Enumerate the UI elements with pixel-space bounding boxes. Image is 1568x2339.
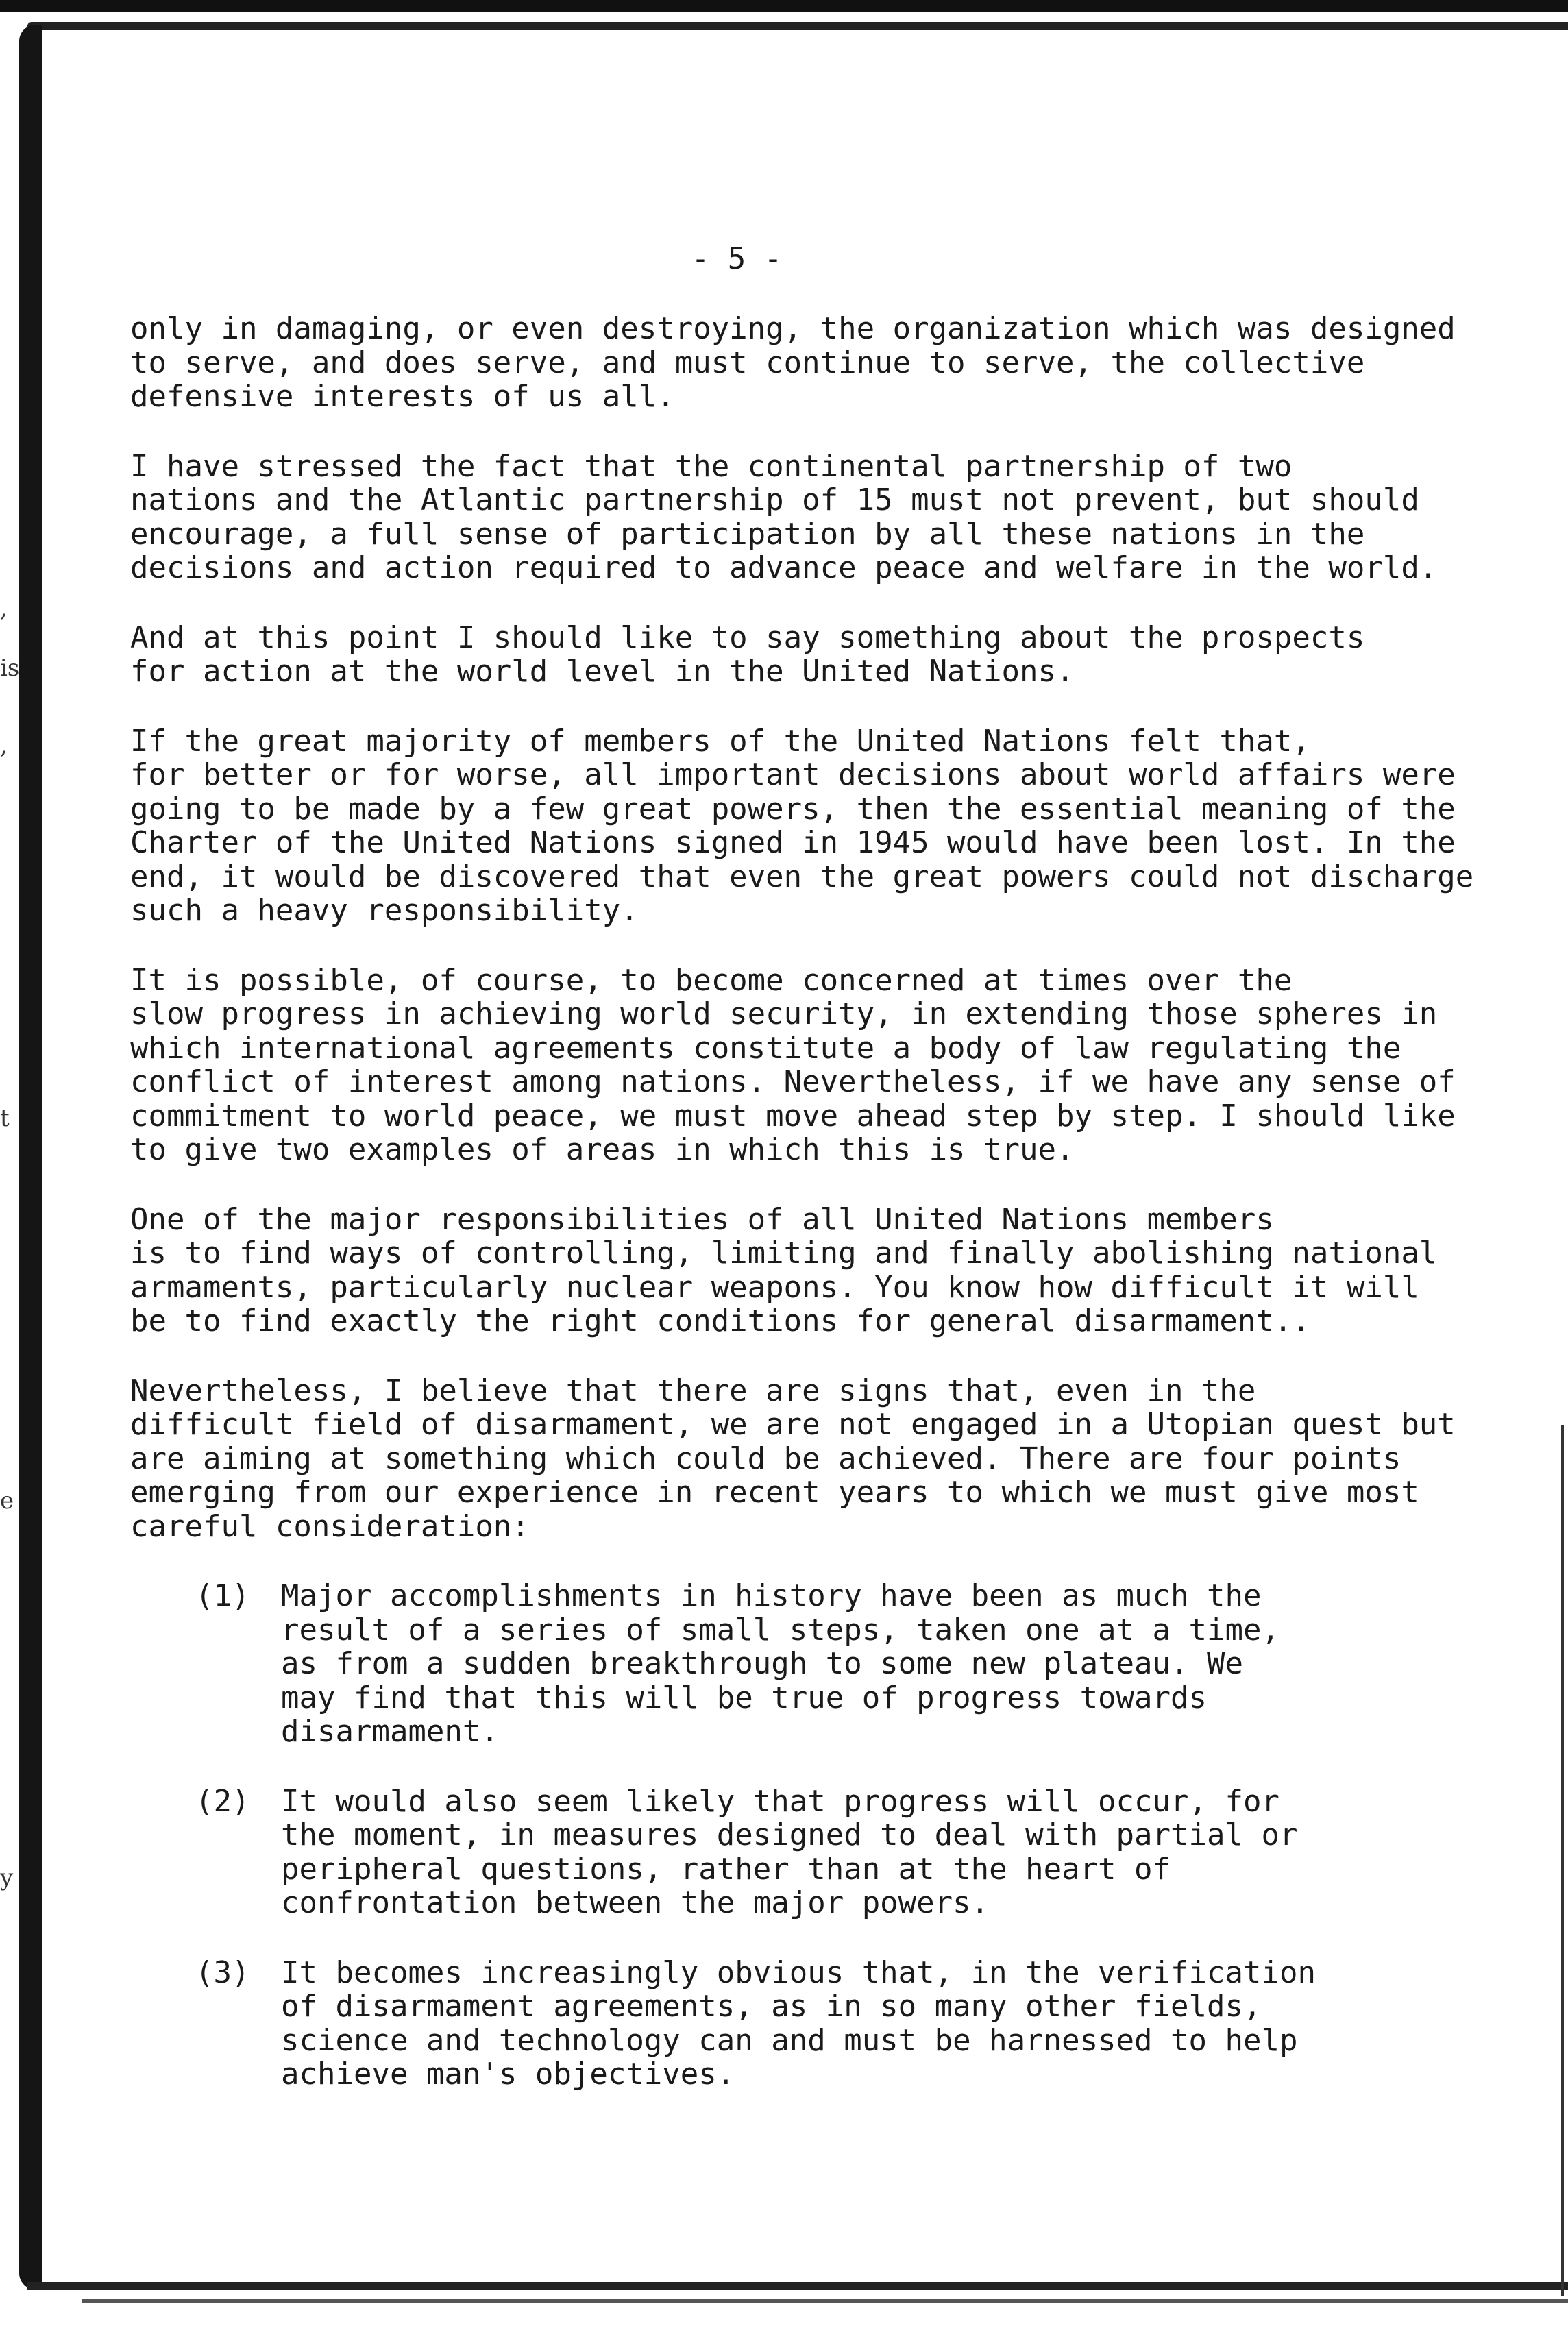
list-item <box>130 1956 1528 2092</box>
list-item-text: It would also seem likely that progress will occur, for the moment, in measures designed to deal with partial or peripheral questions, rather than at the heart of confrontation between the major powers. <box>281 1783 1298 1920</box>
margin-fragment: t <box>0 1105 10 1132</box>
list-item-text: It becomes increasingly obvious that, in the verification of disarmament agreements, as in so many other fields, science and technology can and must be harnessed to help achieve man's objectives. <box>281 1955 1316 2092</box>
list-marker: (2) <box>195 1783 250 1819</box>
page-top-border <box>0 0 1568 12</box>
frame-bottom-rule <box>27 2282 1568 2290</box>
list-item-text: Major accomplishments in history have been as much the result of a series of small steps, taken one at a time, as from a sudden breakthrough to some new plateau. We may find that this will be true of progress towards disarmament. <box>281 1578 1279 1749</box>
paragraph: It is possible, of course, to become concerned at times over the slow progress in achieving world security, in extending those spheres in which international agreements constitute a body of law regulating the conflict of interest among nations. Nevertheless, if we have any sense of commitment to world peace, we must move ahead step by step. I should like to give two examples of areas in which this is true. <box>130 962 1456 1167</box>
list-item <box>130 1579 1528 1749</box>
margin-fragment: , <box>0 732 8 759</box>
numbered-list <box>130 1579 1528 2092</box>
list-item <box>130 1785 1528 1920</box>
frame-left-bar <box>19 25 42 2290</box>
paragraph: One of the major responsibilities of all United Nations members is to find ways of controlling, limiting and finally abolishing national armaments, particularly nuclear weapons. You know how difficult it will be to find exactly the right conditions for general disarmament.. <box>130 1201 1438 1338</box>
margin-fragment: e <box>0 1487 14 1515</box>
paragraph: Nevertheless, I believe that there are signs that, even in the difficult field of disarmament, we are not engaged in a Utopian quest but are aiming at something which could be achieved. There are four points emerging from our experience in recent years to which we must give most careful consideration: <box>130 1373 1456 1544</box>
list-marker: (1) <box>195 1578 250 1613</box>
margin-fragment: y <box>0 1864 14 1891</box>
list-marker: (3) <box>195 1955 250 1990</box>
frame-bottom-shadow <box>82 2299 1568 2303</box>
paragraph: only in damaging, or even destroying, the organization which was designed to serve, and does serve, and must continue to serve, the collective defensive interests of us all. <box>130 311 1456 414</box>
frame-right-edge <box>1561 1425 1564 2296</box>
paragraph: And at this point I should like to say something about the prospects for action at the world level in the United Nations. <box>130 620 1365 689</box>
frame-top-rule <box>27 22 1568 30</box>
page-number: - 5 - <box>691 241 783 276</box>
document-body <box>130 312 1528 2127</box>
margin-fragment: is <box>0 654 20 682</box>
paragraph: If the great majority of members of the United Nations felt that, for better or for worse, all important decisions about world affairs were going to be made by a few great powers, then the essential meaning of the Charter of the United Nations signed in 1945 would have been lost. In the end, it would be discovered that even the great powers could not discharge such a heavy responsibility. <box>130 723 1474 928</box>
margin-fragment: , <box>0 595 8 622</box>
paragraph: I have stressed the fact that the continental partnership of two nations and the Atlantic partnership of 15 must not prevent, but should encourage, a full sense of participation by all these nations in the decisions and action required to advance peace and welfare in the world. <box>130 448 1438 585</box>
